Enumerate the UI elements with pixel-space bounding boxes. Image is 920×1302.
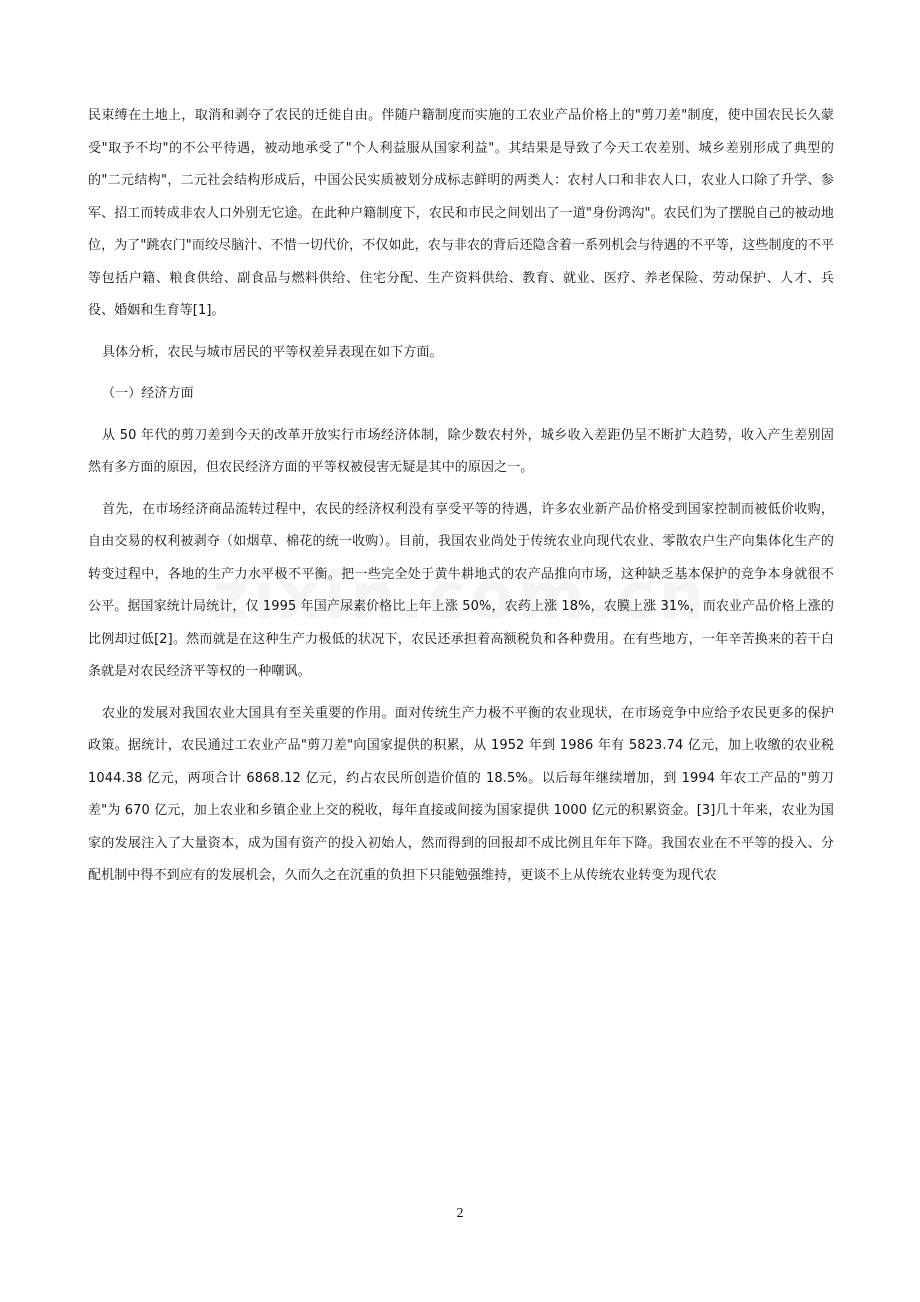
paragraph-4: 首先，在市场经济商品流转过程中，农民的经济权利没有享受平等的待遇，许多农业新产品价格受到国家控制而被低价收购，自由交易的权利被剥夺（如烟草、棉花的统一收购）。目前，我国农业尚处于传统农业向现代农业、零散农户生产向集体化生产的转变过程中，各地的生产力水平极不平衡。把一些完全处于黄牛耕地式的农产品推向市场，这种缺乏基本保护的竞争本身就很不公平。据国家统计局统计，仅 1995 年国产尿素价格比上年上涨 50%，农药上涨 18%，农膜上涨 31%，而农业产品价格上涨的比例却过低[2]。然而就是在这种生产力极低的状况下，农民还承担着高额税负和各种费用。在有些地方，一年辛苦换来的若干白条就是对农民经济平等权的一种嘲讽。 — [88, 501, 834, 679]
paragraph-2: 具体分析，农民与城市居民的平等权差异表现在如下方面。 — [102, 344, 443, 360]
document-body — [88, 100, 834, 902]
page-number: 2 — [456, 1206, 464, 1221]
paragraph-1: 民束缚在土地上，取消和剥夺了农民的迁徙自由。伴随户籍制度而实施的工农业产品价格上的"剪刀差"制度，使中国农民长久蒙受"取予不均"的不公平待遇，被动地承受了"个人利益服从国家利益"。其结果是导致了今天工农差别、城乡差别形成了典型的的"二元结构"，二元社会结构形成后，中国公民实质被划分成标志鲜明的两类人：农村人口和非农人口，农业人口除了升学、参军、招工而转成非农人口外别无它途。在此种户籍制度下，农民和市民之间划出了一道"身份鸿沟"。农民们为了摆脱自己的被动地位，为了"跳农门"而绞尽脑汁、不惜一切代价，不仅如此，农与非农的背后还隐含着一系列机会与待遇的不平等，这些制度的不平等包括户籍、粮食供给、副食品与燃料供给、住宅分配、生产资料供给、教育、就业、医疗、养老保险、劳动保护、人才、兵役、婚姻和生育等[1]。 — [88, 108, 834, 318]
paragraph-5: 农业的发展对我国农业大国具有至关重要的作用。面对传统生产力极不平衡的农业现状，在市场竞争中应给予农民更多的保护政策。据统计，农民通过工农业产品"剪刀差"向国家提供的积累，从 1952 年到 1986 年有 5823.74 亿元，加上收缴的农业税 1044.38 亿元，两项合计 6868.12 亿元，约占农民所创造价值的 18.5%。以后每年继续增加，到 1994 年农工产品的"剪刀差"为 670 亿元，加上农业和乡镇企业上交的税收，每年直接或间接为国家提供 1000 亿元的积累资金。[3]几十年来，农业为国家的发展注入了大量资本，成为国有资产的投入初始人，然而得到的回报却不成比例且年年下降。我国农业在不平等的投入、分配机制中得不到应有的发展机会，久而久之在沉重的负担下只能勉强维持，更谈不上从传统农业转变为现代农 — [88, 705, 834, 883]
paragraph-3: 从 50 年代的剪刀差到今天的改革开放实行市场经济体制，除少数农村外，城乡收入差距仍呈不断扩大趋势，收入产生差别固然有多方面的原因，但农民经济方面的平等权被侵害无疑是其中的原因之一。 — [88, 427, 834, 475]
section-heading-economic: （一）经济方面 — [102, 386, 194, 401]
